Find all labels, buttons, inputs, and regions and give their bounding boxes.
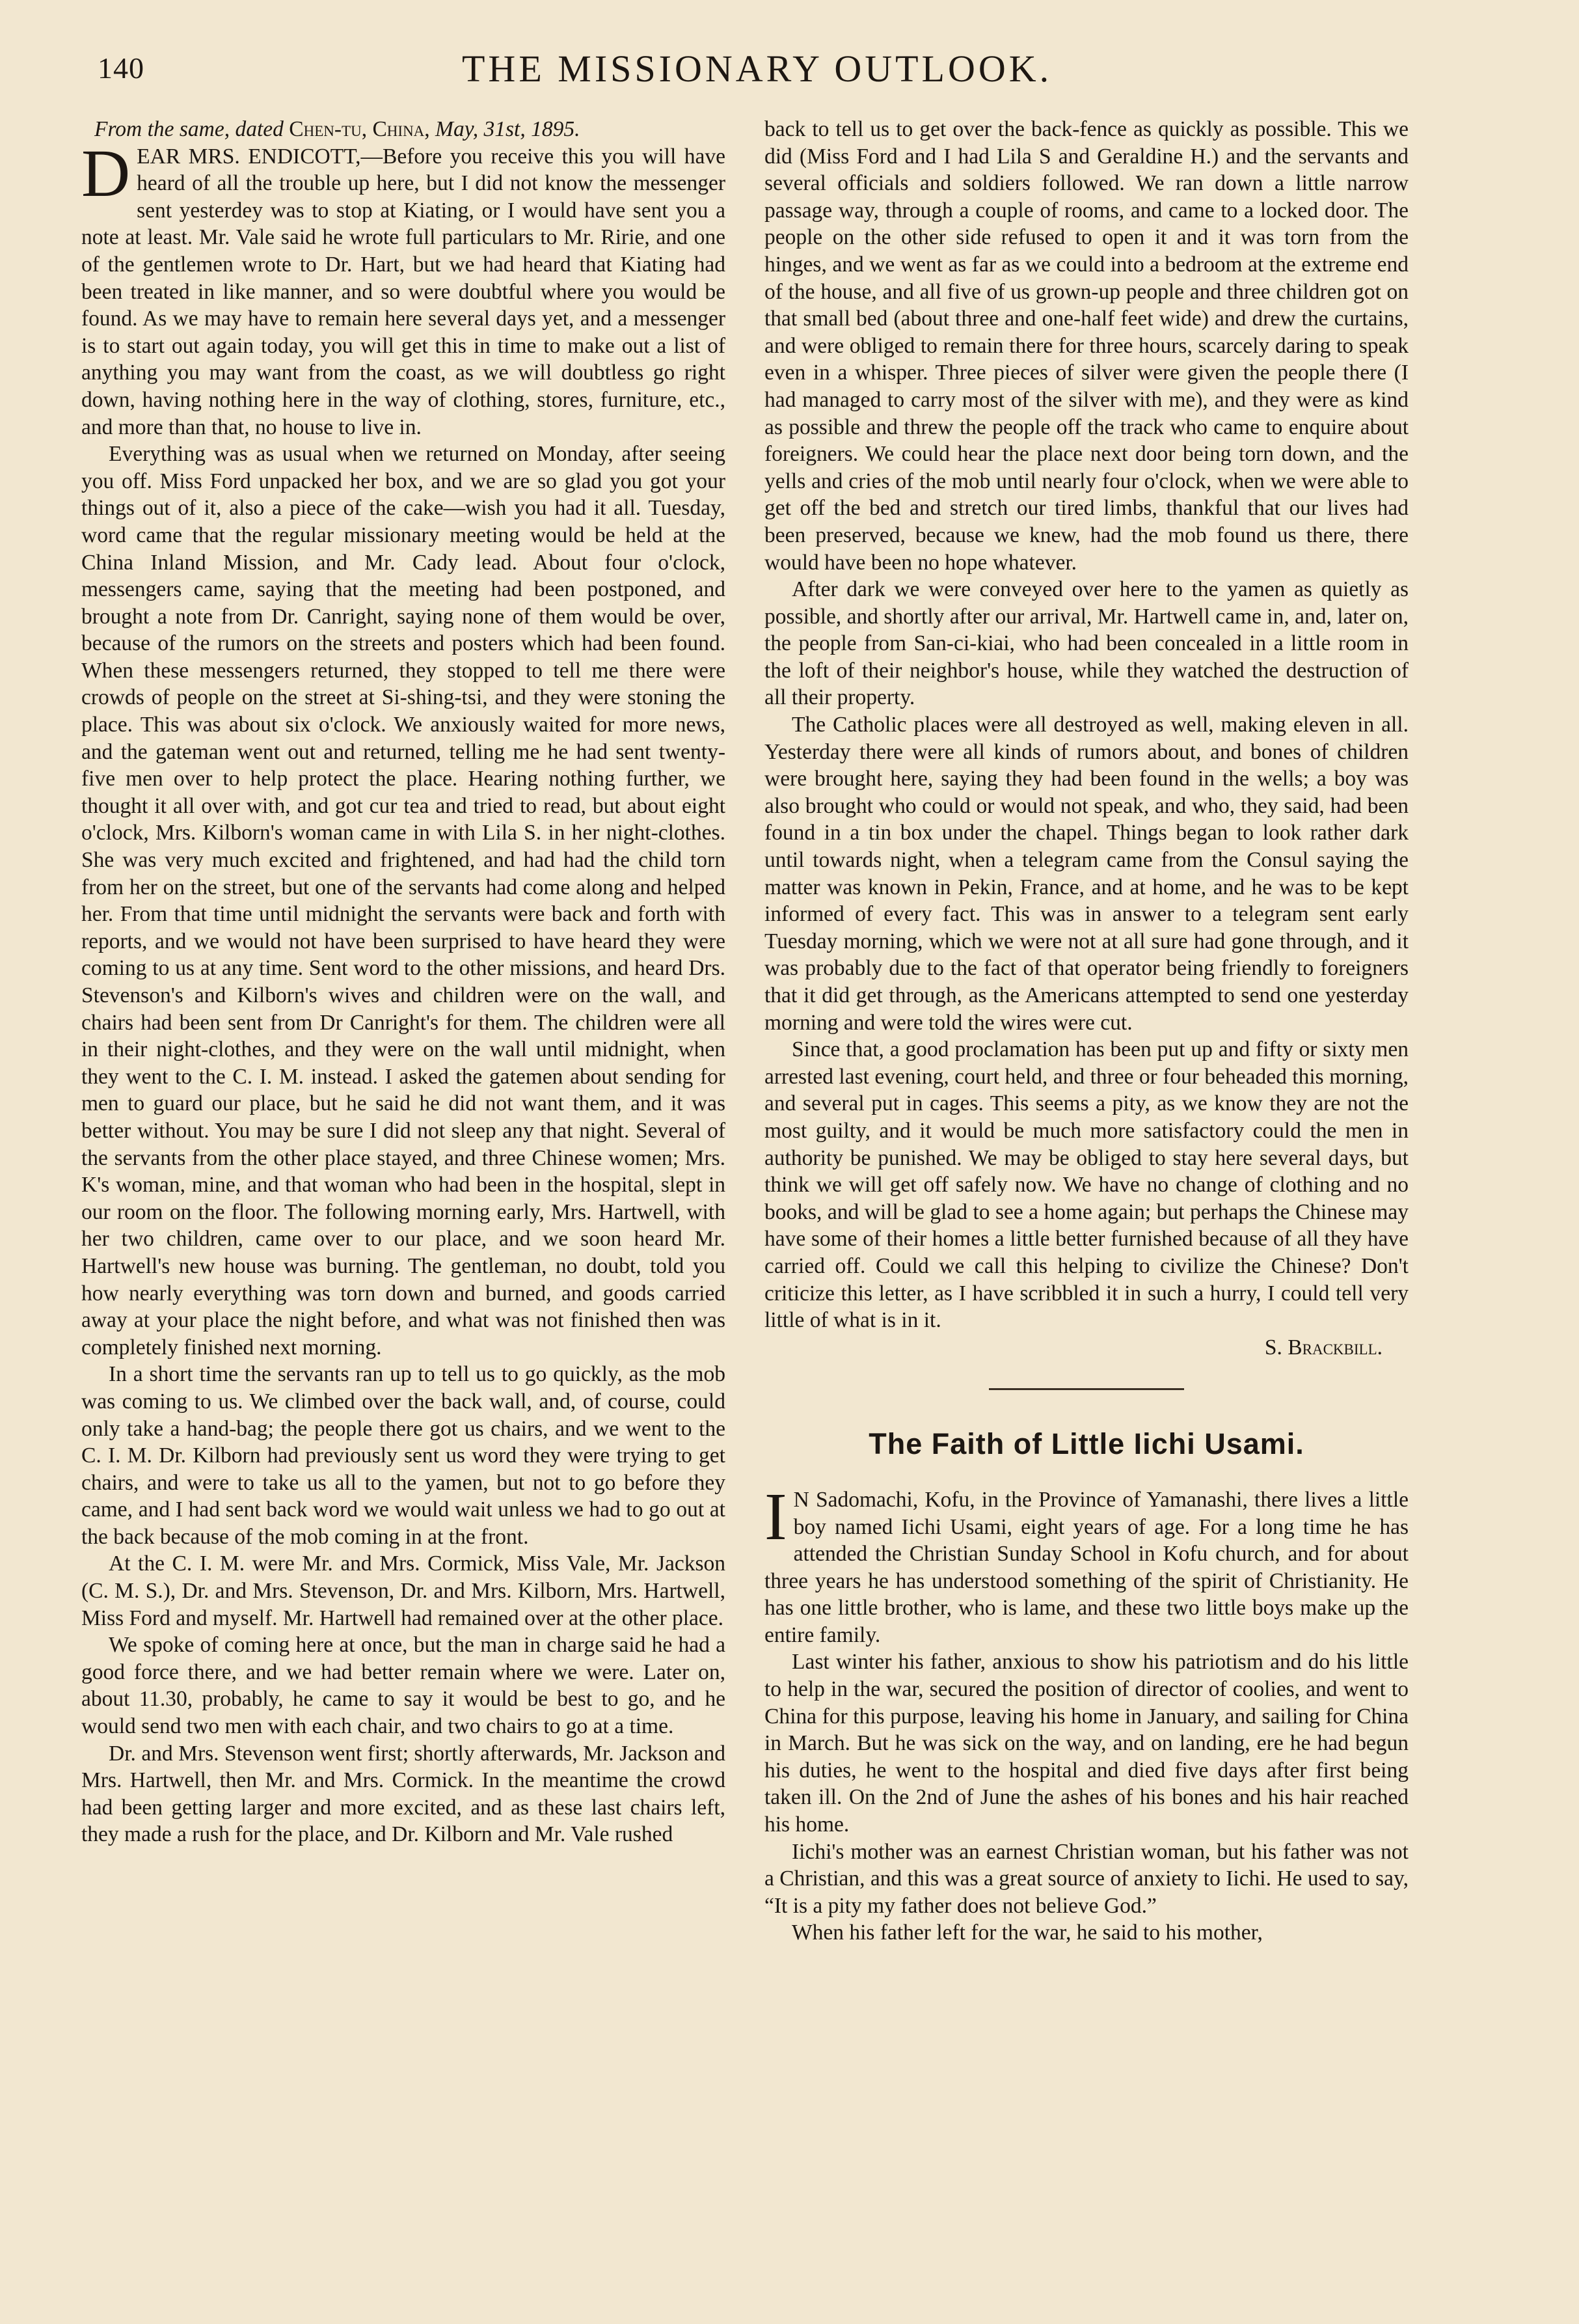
letter-paragraph: At the C. I. M. were Mr. and Mrs. Cormick, Miss Vale, Mr. Jackson (C. M. S.), Dr. and Mrs. Stevenson, Dr. and Mrs. Kilborn, Mrs. Hartwell, Miss Ford and myself. Mr. Hartwell had remained over at the other place.: [81, 1552, 725, 1630]
article-title: The Faith of Little Iichi Usami.: [869, 1427, 1304, 1461]
letter-paragraph: back to tell us to get over the back-fence as quickly as possible. This we did (Miss Ford and I had Lila S and Geraldine H.) and the servants and several officials and soldiers followed. We ran down a little narrow passage way, through a couple of rooms, and came to a locked door. The people on the other side refused to open it and it was torn from the hinges, and we went as far as we could into a bedroom at the extreme end of the house, and all five of us grown-up people and three children got on that small bed (about three and one-half feet wide) and drew the curtains, and were obliged to remain there for three hours, scarcely daring to speak even in a whisper. Three pieces of silver were given the people there (I had managed to carry most of the silver with me), and they were as kind as possible and threw the people off the track who came to enquire about foreigners. We could hear the place next door being torn down, and the yells and cries of the mob until nearly four o'clock, when we were able to get off the bed and stretch our tired limbs, thankful that our lives had been preserved, because we knew, had the mob found us there, there would have been no hope whatever.: [764, 117, 1409, 575]
letter-paragraph: [81, 135, 725, 441]
letter-signature: [764, 1334, 1409, 1361]
dateline-date: May, 31st, 1895.: [435, 117, 580, 141]
article-paragraph: When his father left for the war, he said to his mother,: [792, 1921, 1263, 1945]
letter-paragraph: In a short time the servants ran up to tell us to go quickly, as the mob was coming to us. We climbed over the back wall, and, of course, could only take a hand-bag; the people there got us chairs, and we went to the C. I. M. Dr. Kilborn had previously sent us word they were trying to get chairs, and were to take us all to the yamen, but not to go before they came, and I had sent back word we would wait unless we had to go out at the back because of the mob coming in at the front.: [81, 1362, 725, 1549]
letter-paragraph: After dark we were conveyed over here to the yamen as quietly as possible, and shortly after our arrival, Mr. Hartwell came in, and, later on, the people from San-ci-kiai, who had been concealed in a little room in the loft of their neighbor's house, while they watched the destruction of all their property.: [764, 577, 1409, 710]
letter-dateline: [81, 116, 725, 143]
drop-cap: I: [764, 1479, 787, 1554]
letter-paragraph: The Catholic places were all destroyed as well, making eleven in all. Yesterday there were all kinds of rumors about, and bones of children were brought here, saying they had been found in the wells; a boy was also brought who could or would not speak, and who, they said, had been found in a tin box under the chapel. Things began to look rather dark until towards night, when a telegram came from the Consul saying the matter was known in Pekin, France, and at home, and he was to be kept informed of every fact. This was in answer to a telegram sent early Tuesday morning, which we were not at all sure had gone through, and it was probably due to the fact of that operator being friendly to foreigners that it did get through, as the Americans attempted to send one yesterday morning and were told the wires were cut.: [764, 713, 1409, 1035]
drop-cap: D: [81, 135, 131, 211]
dateline-place: Chen-tu, China,: [289, 117, 430, 141]
letter-paragraph: Everything was as usual when we returned on Monday, after seeing you off. Miss Ford unpacked her box, and we are so glad you got your things out of it, also a piece of the cake—wish you had it all. Tuesday, word came that the regular missionary meeting would be held at the China Inland Mission, and Mr. Cady lead. About four o'clock, messengers came, saying that the meeting had been postponed, and brought a note from Dr. Canright, saying none of them would be over, because of the rumors on the streets and posters which had been found. When these messengers returned, they stopped to tell me there were crowds of people on the street at Si-shing-tsi, and they were stoning the place. This was about six o'clock. We anxiously waited for more news, and the gateman went out and returned, telling me he had sent twenty-five men over to help protect the place. Hearing nothing further, we thought it all over with, and got cur tea and tried to read, but about eight o'clock, Mrs. Kilborn's woman came in with Lila S. in her night-clothes. She was very much excited and frightened, and had had the child torn from her on the street, but one of the servants had come along and helped her. From that time until midnight the servants were back and forth with reports, and we would not have been surprised to have heard they were coming to us at any time. Sent word to the other missions, and heard Drs. Stevenson's and Kilborn's wives and children were on the wall, and chairs had been sent from Dr Canright's for them. The children were all in their night-clothes, and they were on the wall until midnight, when they went to the C. I. M. instead. I asked the gatemen about sending for men to guard our place, but he said he did not want them, and it was better without. You may be sure I did not sleep any that night. Several of the servants from the other place stayed, and three Chinese women; Mrs. K's woman, mine, and that woman who had been in the hospital, slept in our room on the floor. The following morning early, Mrs. Hartwell, with her two children, came over to our place, and we soon heard Mr. Hartwell's new house was burning. The gentleman, no doubt, told you how nearly everything was torn down and burned, and goods carried away at your place the night before, and what was not finished then was completely finished next morning.: [81, 442, 725, 1360]
article-paragraph: [764, 1479, 1409, 1649]
letter-paragraph-text: EAR MRS. ENDICOTT,—Before you receive this you will have heard of all the trouble up here, but I did not know the messenger sent yesterdey was to stop at Kiating, or I would have sent you a note at least. Mr. Vale said he wrote full particulars to Mr. Ririe, and one of the gentlemen wrote to Dr. Hart, but we had heard that Kiating had been treated in like manner, and so were doubtful where you would be found. As we may have to remain here several days yet, and a messenger is to start out again today, you will get this in time to make out a list of anything you may want from the coast, as we will doubtless go right down, having nothing here in the way of clothing, stores, furniture, etc., and more than that, no house to live in.: [81, 144, 725, 439]
signature-text: S. Brackbill.: [1264, 1335, 1383, 1360]
article-paragraph: Iichi's mother was an earnest Christian woman, but his father was not a Christian, and this was a great source of anxiety to Iichi. He used to say, “It is a pity my father does not believe God.”: [764, 1839, 1409, 1918]
left-column: [81, 116, 725, 1848]
letter-paragraph: Since that, a good proclamation has been put up and fifty or sixty men arrested last evening, court held, and three or four beheaded this morning, and several put in cages. This seems a pity, as we know they are not the most guilty, and it would be much more satisfactory could the men in authority be punished. We may be obliged to stay here several days, but think we will get off safely now. We have no change of clothing and no books, and will be glad to see a home again; but perhaps the Chinese may have some of their homes a little better furnished because of all they have carried off. Could we call this helping to civilize the Chinese? Don't criticize this letter, as I have scribbled it in such a hurry, I could tell very little of what is in it.: [764, 1037, 1409, 1333]
section-divider: [989, 1388, 1184, 1390]
article-paragraph: Last winter his father, anxious to show his patriotism and do his little to help in the war, secured the position of director of coolies, and went to China for this purpose, leaving his home in January, and sailing for China in March. But he was sick on the way, and on landing, ere he had begun his duties, he went to the hospital and died five days after first being taken ill. On the 2nd of June the ashes of his bones and his hair reached his home.: [764, 1650, 1409, 1837]
letter-paragraph: We spoke of coming here at once, but the man in charge said he had a good force there, and we had better remain where we were. Later on, about 11.30, probably, he came to say it would be best to go, and he would send two men with each chair, and two chairs to go at a time.: [81, 1633, 725, 1739]
right-column: [764, 116, 1409, 1947]
article-paragraph-text: N Sadomachi, Kofu, in the Province of Yamanashi, there lives a little boy named Iichi Usami, eight years of age. For a long time he has attended the Christian Sunday School in Kofu church, and for about three years he has understood something of the spirit of Christianity. He has one little brother, who is lame, and these two little boys make up the entire family.: [764, 1487, 1409, 1647]
page-number: 140: [98, 51, 144, 85]
running-title: THE MISSIONARY OUTLOOK.: [462, 48, 1053, 90]
letter-paragraph: Dr. and Mrs. Stevenson went first; shortly afterwards, Mr. Jackson and Mrs. Hartwell, then Mr. and Mrs. Cormick. In the meantime the crowd had been getting larger and more excited, and as these last chairs left, they made a rush for the place, and Dr. Kilborn and Mr. Vale rushed: [81, 1741, 725, 1847]
dateline-prefix: From the same, dated: [94, 117, 284, 141]
page-header: [98, 48, 1483, 96]
